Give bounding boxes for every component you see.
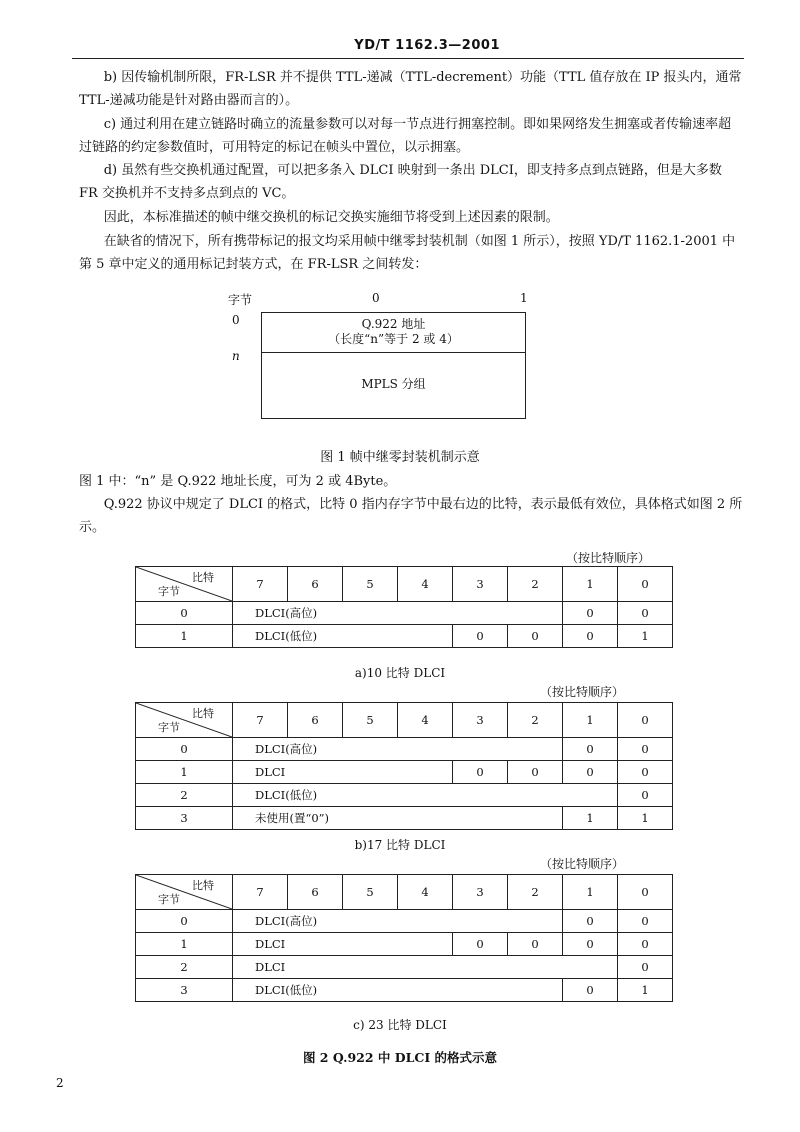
bit-6: 6 (288, 875, 343, 910)
figure1-caption: 图 1 帧中继零封装机制示意 (320, 450, 480, 465)
dlci-field: DLCI(低位) (233, 979, 563, 1002)
table-row (136, 738, 673, 761)
byte-index: 3 (136, 979, 233, 1002)
table-row (136, 956, 673, 979)
byte-header: 字节 (158, 585, 180, 598)
unused-field: 未使用(置“0”) (233, 807, 563, 830)
dlci-field: DLCI(高位) (233, 910, 563, 933)
bit1-value: 0 (563, 738, 618, 761)
bit3-value: 0 (453, 625, 508, 648)
dlci-field: DLCI(高位) (233, 738, 563, 761)
figure1-row0: 0 (232, 313, 240, 327)
bit-3: 3 (453, 567, 508, 602)
table-b-caption: b)17 比特 DLCI (354, 838, 446, 852)
paragraph-d: d) 虽然有些交换机通过配置，可以把多条入 DLCI 映射到一条出 DLCI，即支持多点到点链路，但是大多数 FR 交换机并不支持多点到点的 VC。 (79, 163, 722, 201)
table-row (136, 933, 673, 956)
bit-7: 7 (233, 703, 288, 738)
bit-0: 0 (618, 875, 673, 910)
bit-1: 1 (563, 875, 618, 910)
figure1-byte-label: 字节 (228, 293, 253, 307)
table-corner (136, 875, 233, 910)
bit0-value: 0 (618, 761, 673, 784)
bit-header: 比特 (192, 707, 214, 720)
bit-3: 3 (453, 875, 508, 910)
frame-divider (262, 352, 525, 353)
q922-address-label: Q.922 地址 (361, 317, 426, 331)
bit2-value: 0 (508, 761, 563, 784)
byte-index: 0 (136, 738, 233, 761)
bit-6: 6 (288, 703, 343, 738)
table-a-caption: a)10 比特 DLCI (354, 666, 446, 680)
dlci-field: DLCI (233, 956, 618, 979)
byte-index: 0 (136, 602, 233, 625)
dlci-field: DLCI(高位) (233, 602, 563, 625)
bit-2: 2 (508, 703, 563, 738)
bit-order-note-c: （按比特顺序） (540, 857, 625, 871)
dlci-field: DLCI (233, 761, 453, 784)
bit1-value: 0 (563, 761, 618, 784)
byte-index: 1 (136, 933, 233, 956)
paragraph-default-encapsulation: 在缺省的情况下，所有携带标记的报文均采用帧中继零封装机制（如图 1 所示），按照 YD/T 1162.1-2001 中第 5 章中定义的通用标记封装方式，在 FR-LSR 之间转发： (79, 234, 736, 272)
figure1-col1: 1 (520, 291, 528, 305)
bit-5: 5 (343, 567, 398, 602)
bit-5: 5 (343, 875, 398, 910)
bit-4: 4 (398, 875, 453, 910)
bit-1: 1 (563, 567, 618, 602)
bit1-value: 0 (563, 979, 618, 1002)
bit-7: 7 (233, 875, 288, 910)
bit-0: 0 (618, 703, 673, 738)
figure1-col0: 0 (372, 291, 380, 305)
paragraph-b: b) 因传输机制所限，FR-LSR 并不提供 TTL-递减（TTL-decrement）功能（TTL 值存放在 IP 报头内，通常 TTL-递减功能是针对路由器而言的）。 (79, 70, 742, 108)
figure2-caption: 图 2 Q.922 中 DLCI 的格式示意 (302, 1050, 498, 1065)
bit-1: 1 (563, 703, 618, 738)
bit2-value: 0 (508, 933, 563, 956)
dlci-field: DLCI (233, 933, 453, 956)
bit-header: 比特 (192, 571, 214, 584)
dlci-field: DLCI(低位) (233, 625, 453, 648)
bit3-value: 0 (453, 761, 508, 784)
bit1-value: 1 (563, 807, 618, 830)
mpls-packet-label: MPLS 分组 (361, 377, 426, 391)
table-row (136, 625, 673, 648)
dlci-field: DLCI(低位) (233, 784, 618, 807)
document-number: YD/T 1162.3—2001 (354, 38, 500, 53)
byte-header: 字节 (158, 893, 180, 906)
table-row (136, 761, 673, 784)
paragraph-n-note: 图 1 中：“n” 是 Q.922 地址长度，可为 2 或 4Byte。 (79, 474, 397, 489)
bit-header: 比特 (192, 879, 214, 892)
bit-5: 5 (343, 703, 398, 738)
bit-order-note-a: （按比特顺序） (566, 551, 651, 565)
bit1-value: 0 (563, 933, 618, 956)
q922-length-note: （长度“n”等于 2 或 4） (328, 332, 459, 346)
bit-order-note-b: （按比特顺序） (540, 685, 625, 699)
dlci-table-23bit (135, 874, 673, 1002)
dlci-table-17bit (135, 702, 673, 830)
header-rule (72, 58, 744, 59)
bit0-value: 1 (618, 807, 673, 830)
byte-index: 2 (136, 956, 233, 979)
paragraph-conclusion: 因此，本标准描述的帧中继交换机的标记交换实施细节将受到上述因素的限制。 (103, 210, 559, 225)
bit-2: 2 (508, 567, 563, 602)
bit3-value: 0 (453, 933, 508, 956)
byte-index: 3 (136, 807, 233, 830)
bit0-value: 0 (618, 956, 673, 979)
byte-index: 2 (136, 784, 233, 807)
table-corner (136, 567, 233, 602)
bit1-value: 0 (563, 910, 618, 933)
paragraph-c: c) 通过利用在建立链路时确立的流量参数可以对每一节点进行拥塞控制。即如果网络发生拥塞或者传输速率超过链路的约定参数值时，可用特定的标记在帧头中置位，以示拥塞。 (79, 117, 732, 155)
dlci-table-10bit (135, 566, 673, 648)
paragraph-dlci-format: Q.922 协议中规定了 DLCI 的格式，比特 0 指内存字节中最右边的比特，表示最低有效位，具体格式如图 2 所示。 (79, 497, 743, 535)
bit-3: 3 (453, 703, 508, 738)
byte-index: 1 (136, 761, 233, 784)
byte-index: 0 (136, 910, 233, 933)
table-corner (136, 703, 233, 738)
bit0-value: 1 (618, 979, 673, 1002)
table-row (136, 979, 673, 1002)
table-row (136, 910, 673, 933)
table-row (136, 807, 673, 830)
figure-1 (228, 287, 578, 437)
bit0-value: 1 (618, 625, 673, 648)
byte-header: 字节 (158, 721, 180, 734)
table-c-caption: c) 23 比特 DLCI (353, 1018, 447, 1032)
bit-2: 2 (508, 875, 563, 910)
bit0-value: 0 (618, 933, 673, 956)
bit0-value: 0 (618, 784, 673, 807)
bit1-value: 0 (563, 602, 618, 625)
bit2-value: 0 (508, 625, 563, 648)
bit-4: 4 (398, 567, 453, 602)
bit-6: 6 (288, 567, 343, 602)
byte-index: 1 (136, 625, 233, 648)
bit0-value: 0 (618, 738, 673, 761)
table-row (136, 784, 673, 807)
table-row (136, 602, 673, 625)
bit-0: 0 (618, 567, 673, 602)
bit0-value: 0 (618, 602, 673, 625)
figure1-row-n: n (232, 349, 240, 363)
bit-7: 7 (233, 567, 288, 602)
page-number: 2 (56, 1076, 64, 1090)
frame-box (261, 312, 526, 419)
bit-4: 4 (398, 703, 453, 738)
bit0-value: 0 (618, 910, 673, 933)
bit1-value: 0 (563, 625, 618, 648)
